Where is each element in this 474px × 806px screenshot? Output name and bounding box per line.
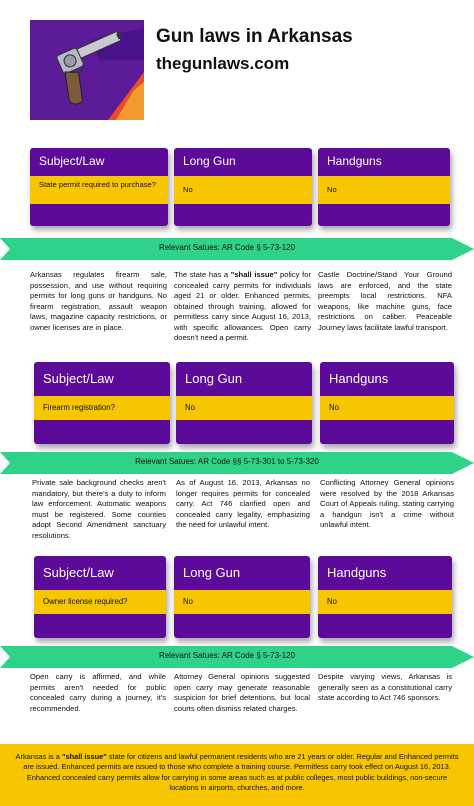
long-gun-header: Long Gun (185, 371, 243, 386)
handguns-header: Handguns (329, 371, 389, 386)
footer-prefix: Arkansas is a (15, 752, 62, 761)
paragraph-3: Despite varying views, Arkansas is generally seen as a constitutional carry state according to Act 746 sponsors. (318, 672, 452, 702)
logo (30, 20, 144, 120)
paragraph-1: Open carry is affirmed, and while permits aren't needed for public concealed carry during a journey, it's recommended. (30, 672, 166, 713)
footer-text: state for citizens and lawful permanent residents who are 21 years or older. Regular and Enhanced permits are issued. Enhanced permits are issued to those who complete a training course. Permitless carry took effect on August 16, 2013. Enhanced concealed carry permits allow for carrying in some areas such as at public colleges, most public buildings, non-secure locations in airports, churches, and more. (23, 752, 459, 793)
subject-card (34, 556, 166, 638)
long-gun-card (174, 556, 310, 638)
footer-emphasis: "shall issue" (61, 752, 107, 761)
long-gun-card (176, 362, 312, 444)
long-gun-cell: No (174, 590, 310, 614)
subject-header: Subject/Law (43, 565, 114, 580)
long-gun-header: Long Gun (183, 565, 241, 580)
long-gun-cell: No (176, 396, 312, 420)
subject-header: Subject/Law (39, 154, 105, 168)
handguns-header: Handguns (327, 154, 382, 168)
handguns-card (318, 556, 452, 638)
subject-card (34, 362, 170, 444)
statute-text: Relevant Satues: AR Code §§ 5-73-301 to 5-73-320 (135, 457, 319, 466)
paragraph-1: Arkansas regulates firearm sale, possession, and use without requiring permits for long guns or handguns. No firearm registration, assault weapon laws, magazine capacity restrictions, or owner licenses are in place. (30, 270, 167, 332)
subject-cell: Owner license required? (34, 590, 166, 614)
paragraph-2: The state has a "shall issue" policy for concealed carry permits for individuals aged 21 or older. Enhanced permits, obtained through training, allowed for permitless carry since August 16, 2013, with specific allowances. Open carry doesn't need a permit. (174, 270, 311, 342)
paragraph-3: Conflicting Attorney General opinions were resolved by the 2018 Arkansas Court of Appeals ruling, stating carrying a handgun isn't a crime without unlawful intent. (320, 478, 454, 529)
subject-cell: Firearm registration? (34, 396, 170, 420)
long-gun-header: Long Gun (183, 154, 236, 168)
statute-text: Relevant Satues: AR Code § 5-73-120 (158, 243, 296, 252)
subject-header: Subject/Law (43, 371, 114, 386)
statute-banner (0, 238, 474, 260)
handguns-cell: No (320, 396, 454, 420)
footer-summary (0, 744, 474, 806)
handguns-card (320, 362, 454, 444)
long-gun-cell: No (174, 176, 312, 204)
site-url: thegunlaws.com (156, 54, 290, 73)
handguns-header: Handguns (327, 565, 387, 580)
handguns-card (318, 148, 450, 226)
handguns-cell: No (318, 176, 450, 204)
statute-text: Relevant Satues: AR Code § 5-73-120 (158, 651, 296, 660)
paragraph-3: Castle Doctrine/Stand Your Ground laws are enforced, and the state preempts local restrictions. NFA weapons, like machine guns, face restrictions on caliber. Peaceable Journey laws facilitate lawful transport. (318, 270, 452, 332)
subject-card (30, 148, 168, 226)
statute-banner (0, 452, 474, 474)
page-title: Gun laws in Arkansas (156, 26, 353, 47)
revolver-icon (30, 20, 144, 120)
statute-banner (0, 646, 474, 668)
paragraph-2: As of August 16, 2013, Arkansas no longer requires permits for concealed carry. Act 746 clarified open and concealed carry legality, emphasizing the need for unlawful intent. (176, 478, 310, 529)
paragraph-2: Attorney General opinions suggested open carry may generate reasonable suspicion for brief detentions, but local courts often dismiss related charges. (174, 672, 310, 713)
long-gun-card (174, 148, 312, 226)
paragraph-1: Private sale background checks aren't mandatory, but there's a duty to inform law enforcement. Automatic weapons must be registered. Some counties adopt Second Amendment sanctuary resolutions. (32, 478, 166, 540)
handguns-cell: No (318, 590, 452, 614)
subject-cell: State permit required to purchase? (30, 176, 168, 204)
